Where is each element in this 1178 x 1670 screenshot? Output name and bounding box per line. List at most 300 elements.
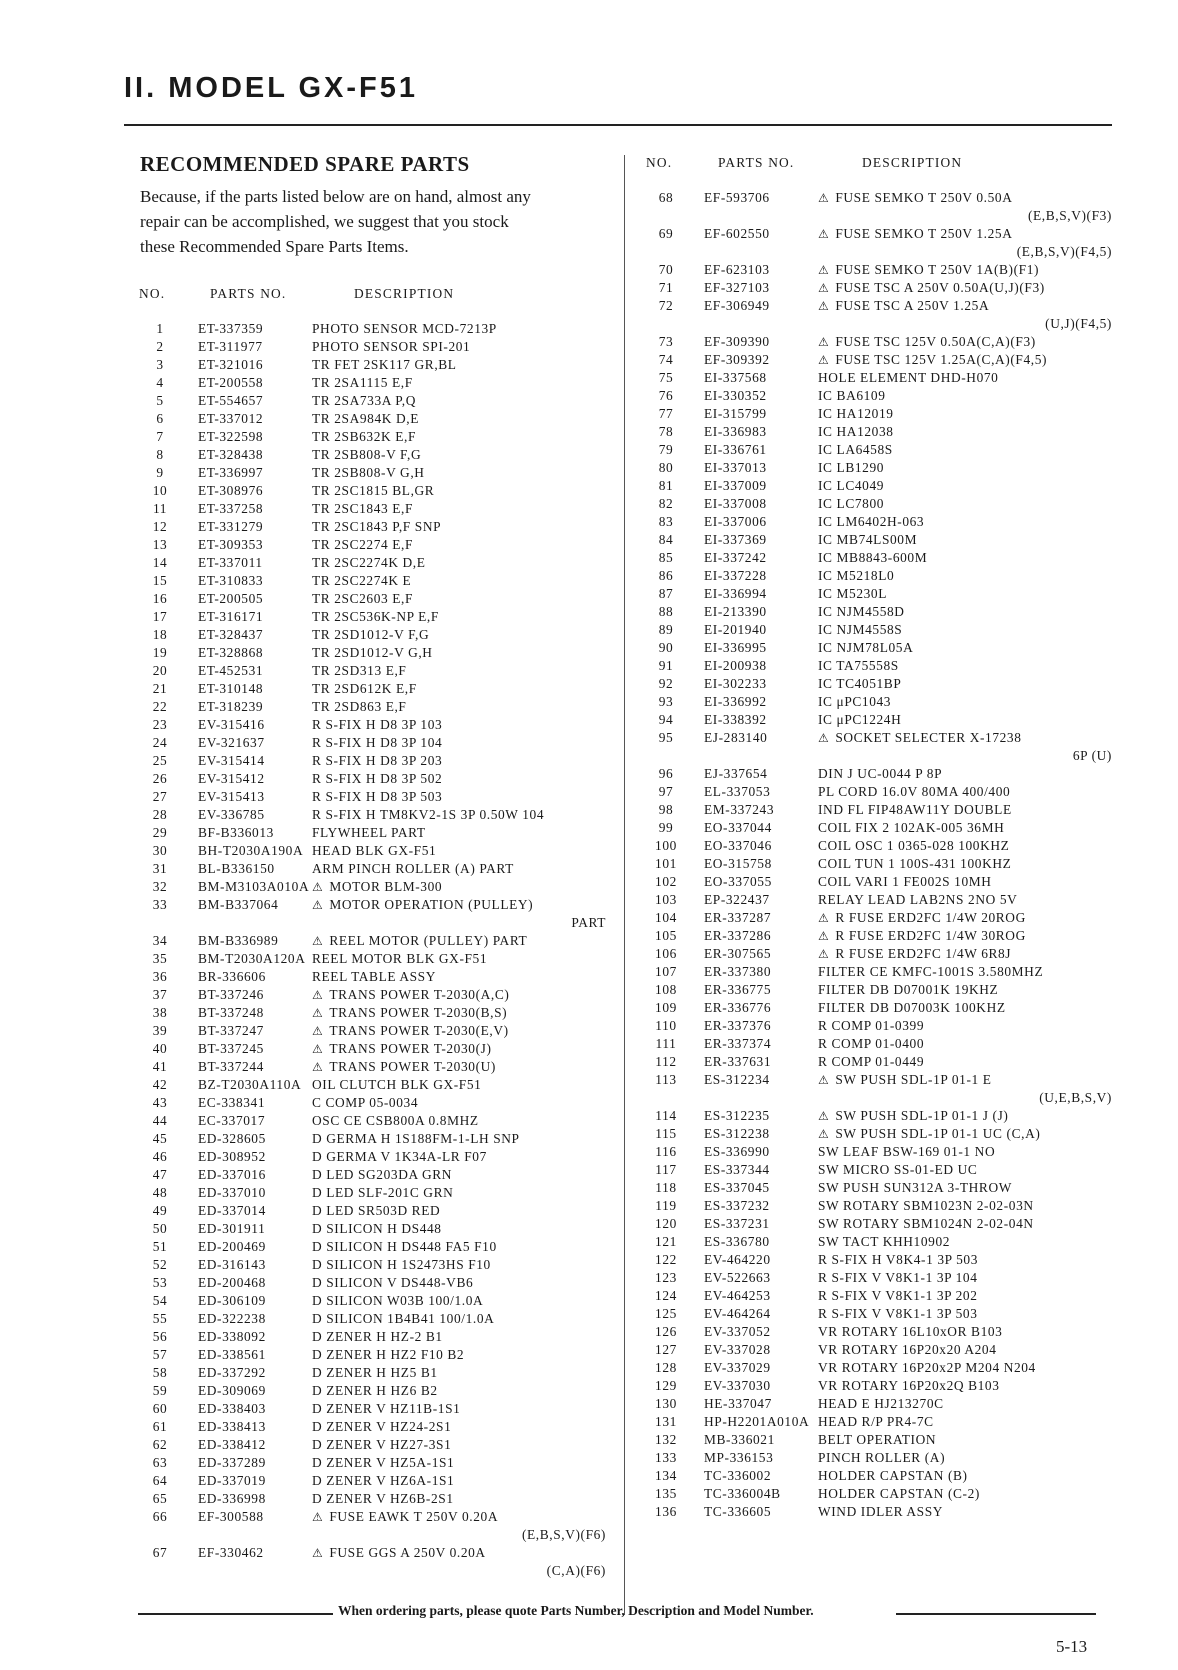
part-number-index: 11: [152, 501, 168, 516]
part-description: [818, 621, 902, 639]
part-description-text: D SILICON V DS448-VB6: [312, 1275, 474, 1290]
part-description-text: TRANS POWER T-2030(E,V): [329, 1023, 509, 1038]
part-row: [652, 1143, 1112, 1161]
part-code: ES-312238: [704, 1126, 770, 1141]
warning-triangle-icon: ⚠: [312, 1060, 324, 1074]
part-description-text: TR 2SC1815 BL,GR: [312, 483, 435, 498]
part-number-index: 3: [156, 357, 164, 372]
part-description-text: SW TACT KHH10902: [818, 1234, 951, 1249]
part-description-text: TR 2SD1012-V F,G: [312, 627, 430, 642]
part-description-text: D ZENER V HZ6B-2S1: [312, 1491, 454, 1506]
part-code: EI-200938: [704, 658, 767, 673]
part-row: [146, 932, 606, 950]
part-description: [312, 1076, 481, 1094]
part-row: [146, 1544, 606, 1580]
part-code: ED-200469: [198, 1239, 266, 1254]
part-row: [146, 896, 606, 932]
part-row: [146, 1490, 606, 1508]
part-number-index: 122: [655, 1252, 677, 1267]
part-description: [312, 1292, 483, 1310]
part-row: [652, 585, 1112, 603]
part-number-index: 106: [655, 946, 677, 961]
part-code: EV-315413: [198, 789, 265, 804]
part-row: [652, 1287, 1112, 1305]
part-row: [652, 405, 1112, 423]
part-code: MB-336021: [704, 1432, 775, 1447]
part-code: BM-B336989: [198, 933, 279, 948]
part-description: [312, 536, 413, 554]
part-description-text: SOCKET SELECTER X-17238: [835, 730, 1022, 745]
part-description: [818, 1251, 978, 1269]
part-code: TC-336002: [704, 1468, 772, 1483]
part-row: [652, 495, 1112, 513]
part-row: [146, 950, 606, 968]
part-number-index: 58: [152, 1365, 168, 1380]
part-row: [652, 1215, 1112, 1233]
part-row: [146, 734, 606, 752]
part-number-index: 48: [152, 1185, 168, 1200]
part-row: [652, 711, 1112, 729]
part-description-text: IND FL FIP48AW11Y DOUBLE: [818, 802, 1012, 817]
part-row: [652, 423, 1112, 441]
part-description-text: R S-FIX V V8K1-1 3P 503: [818, 1306, 978, 1321]
warning-triangle-icon: ⚠: [818, 947, 830, 961]
part-description: [312, 950, 487, 968]
warning-triangle-icon: ⚠: [818, 353, 830, 367]
part-description-text: TR 2SB632K E,F: [312, 429, 417, 444]
part-row: [146, 1058, 606, 1076]
part-number-index: 64: [152, 1473, 168, 1488]
part-row: [652, 1341, 1112, 1359]
part-code: ET-337011: [198, 555, 263, 570]
part-code: BT-337246: [198, 987, 264, 1002]
part-description-text: TR 2SC536K-NP E,F: [312, 609, 439, 624]
part-row: [146, 446, 606, 464]
part-code: EI-337013: [704, 460, 767, 475]
part-description-text: TR 2SB808-V G,H: [312, 465, 425, 480]
part-row: [652, 333, 1112, 351]
part-number-index: 12: [152, 519, 168, 534]
part-row: [146, 428, 606, 446]
part-code: ED-306109: [198, 1293, 266, 1308]
part-description-text: PHOTO SENSOR SPI-201: [312, 339, 471, 354]
left-header-parts-no: PARTS NO.: [210, 286, 287, 301]
part-description-text: COIL OSC 1 0365-028 100KHZ: [818, 838, 1010, 853]
part-description-text: COIL FIX 2 102AK-005 36MH: [818, 820, 1005, 835]
part-number-index: 20: [152, 663, 168, 678]
part-description-text: D LED SR503D RED: [312, 1203, 441, 1218]
part-code: EL-337053: [704, 784, 771, 799]
part-number-index: 36: [152, 969, 168, 984]
part-description-text: SW ROTARY SBM1024N 2-02-04N: [818, 1216, 1034, 1231]
part-description-text: HEAD R/P PR4-7C: [818, 1414, 934, 1429]
part-description-text: C COMP 05-0034: [312, 1095, 419, 1110]
part-code: EV-337030: [704, 1378, 771, 1393]
part-code: ED-336998: [198, 1491, 266, 1506]
warning-triangle-icon: ⚠: [818, 299, 830, 313]
part-number-index: 47: [152, 1167, 168, 1182]
part-description: [312, 410, 419, 428]
part-description: [312, 1166, 452, 1184]
part-row: [652, 549, 1112, 567]
part-number-index: 10: [152, 483, 168, 498]
part-row: [652, 855, 1112, 873]
part-number-index: 13: [152, 537, 168, 552]
part-description-text: D GERMA V 1K34A-LR F07: [312, 1149, 487, 1164]
part-description-text: R FUSE ERD2FC 1/4W 20ROG: [835, 910, 1026, 925]
part-description: [312, 1184, 453, 1202]
part-code: ER-337376: [704, 1018, 772, 1033]
part-number-index: 100: [655, 838, 677, 853]
part-code: ER-307565: [704, 946, 772, 961]
part-description-text: R S-FIX H D8 3P 502: [312, 771, 443, 786]
intro-line: these Recommended Spare Parts Items.: [140, 237, 409, 256]
part-code: EI-338392: [704, 712, 767, 727]
part-description-text: TR 2SC1843 P,F SNP: [312, 519, 442, 534]
part-row: [146, 1166, 606, 1184]
part-row: [652, 279, 1112, 297]
part-description-text: REEL MOTOR (PULLEY) PART: [329, 933, 528, 948]
part-description: [818, 585, 887, 603]
part-number-index: 78: [658, 424, 674, 439]
part-code: EF-623103: [704, 262, 770, 277]
part-number-index: 52: [152, 1257, 168, 1272]
part-description: [312, 824, 426, 842]
warning-triangle-icon: ⚠: [818, 227, 830, 241]
part-code: ER-337286: [704, 928, 772, 943]
part-code: EF-306949: [704, 298, 770, 313]
part-description: [312, 1274, 473, 1292]
part-description: [312, 1490, 454, 1508]
part-code: EI-337009: [704, 478, 767, 493]
column-divider: [624, 155, 625, 1615]
part-description-text: D ZENER V HZ24-2S1: [312, 1419, 452, 1434]
part-description-text: FILTER CE KMFC-1001S 3.580MHZ: [818, 964, 1044, 979]
part-row: [652, 441, 1112, 459]
part-number-index: 120: [655, 1216, 677, 1231]
part-number-index: 107: [655, 964, 677, 979]
warning-triangle-icon: ⚠: [818, 1109, 830, 1123]
part-code: EV-337052: [704, 1324, 771, 1339]
part-description-text: TR 2SC2603 E,F: [312, 591, 414, 606]
part-code: EJ-337654: [704, 766, 768, 781]
part-description-text: TRANS POWER T-2030(A,C): [329, 987, 510, 1002]
part-number-index: 25: [152, 753, 168, 768]
part-row: [652, 657, 1112, 675]
part-number-index: 103: [655, 892, 677, 907]
part-description-text: TR FET 2SK117 GR,BL: [312, 357, 457, 372]
part-code: ER-336776: [704, 1000, 772, 1015]
part-number-index: 45: [152, 1131, 168, 1146]
part-description: [312, 734, 442, 752]
part-description-continuation: (E,B,S,V)(F4,5): [1016, 244, 1112, 259]
part-description-text: R COMP 01-0449: [818, 1054, 925, 1069]
part-row: [146, 1400, 606, 1418]
part-description-text: IC HA12019: [818, 406, 894, 421]
part-description-text: WIND IDLER ASSY: [818, 1504, 944, 1519]
left-header-description: DESCRIPTION: [354, 286, 455, 301]
intro-line: Because, if the parts listed below are on hand, almost any: [140, 187, 531, 206]
part-description-text: IC M5218L0: [818, 568, 895, 583]
part-description-text: D LED SLF-201C GRN: [312, 1185, 454, 1200]
part-description-text: D ZENER V HZ6A-1S1: [312, 1473, 455, 1488]
part-code: EM-337243: [704, 802, 775, 817]
part-description: [818, 1305, 978, 1323]
part-code: EI-336992: [704, 694, 767, 709]
part-description-text: HOLDER CAPSTAN (C-2): [818, 1486, 980, 1501]
part-description-text: COIL VARI 1 FE002S 10MH: [818, 874, 992, 889]
part-description-text: HOLE ELEMENT DHD-H070: [818, 370, 999, 385]
part-code: EF-309390: [704, 334, 770, 349]
part-number-index: 97: [658, 784, 674, 799]
part-description-text: SW ROTARY SBM1023N 2-02-03N: [818, 1198, 1034, 1213]
part-row: [146, 1274, 606, 1292]
part-number-index: 115: [655, 1126, 677, 1141]
part-description: [312, 482, 434, 500]
part-number-index: 91: [658, 658, 674, 673]
part-number-index: 104: [655, 910, 677, 925]
part-description: [818, 801, 1012, 819]
part-description-text: TR 2SD863 E,F: [312, 699, 407, 714]
part-number-index: 117: [655, 1162, 677, 1177]
part-row: [146, 338, 606, 356]
part-code: ES-312234: [704, 1072, 770, 1087]
part-description: [312, 572, 411, 590]
part-description-text: TR 2SD612K E,F: [312, 681, 417, 696]
part-description: [312, 1256, 491, 1274]
part-description-text: D ZENER V HZ27-3S1: [312, 1437, 452, 1452]
part-code: BT-337244: [198, 1059, 264, 1074]
part-code: EI-330352: [704, 388, 767, 403]
part-code: ET-200505: [198, 591, 264, 606]
part-code: EI-336983: [704, 424, 767, 439]
part-number-index: 109: [655, 1000, 677, 1015]
part-description: [312, 1022, 509, 1040]
part-code: ED-338412: [198, 1437, 266, 1452]
part-description: [312, 896, 533, 914]
part-code: ED-322238: [198, 1311, 266, 1326]
part-description: [312, 1058, 496, 1076]
part-description: [312, 1400, 460, 1418]
part-row: [652, 1125, 1112, 1143]
part-row: [146, 1436, 606, 1454]
part-number-index: 125: [655, 1306, 677, 1321]
warning-triangle-icon: ⚠: [818, 335, 830, 349]
part-row: [146, 1382, 606, 1400]
part-description: [818, 1323, 1002, 1341]
part-code: ES-337344: [704, 1162, 770, 1177]
part-row: [146, 878, 606, 896]
part-row: [146, 1238, 606, 1256]
part-description: [818, 1143, 995, 1161]
part-number-index: 119: [655, 1198, 677, 1213]
part-row: [652, 945, 1112, 963]
part-description: [818, 531, 917, 549]
part-description: [312, 1544, 486, 1562]
part-number-index: 88: [658, 604, 674, 619]
warning-triangle-icon: ⚠: [312, 1042, 324, 1056]
warning-triangle-icon: ⚠: [818, 281, 830, 295]
part-description-text: FUSE SEMKO T 250V 1A(B)(F1): [835, 262, 1040, 277]
part-number-index: 55: [152, 1311, 168, 1326]
part-row: [652, 1395, 1112, 1413]
part-description: [312, 374, 413, 392]
part-number-index: 73: [658, 334, 674, 349]
part-number-index: 134: [655, 1468, 677, 1483]
part-description: [818, 1053, 924, 1071]
part-description: [312, 1148, 487, 1166]
part-number-index: 82: [658, 496, 674, 511]
part-row: [652, 963, 1112, 981]
part-code: ED-308952: [198, 1149, 266, 1164]
part-number-index: 71: [658, 280, 674, 295]
part-number-index: 57: [152, 1347, 168, 1362]
part-description-text: R COMP 01-0399: [818, 1018, 925, 1033]
part-description-text: TRANS POWER T-2030(J): [329, 1041, 492, 1056]
part-description: [312, 1202, 440, 1220]
part-description: [818, 549, 927, 567]
part-description: [818, 297, 989, 315]
part-description: [312, 770, 442, 788]
part-description: [818, 711, 901, 729]
part-code: ED-337010: [198, 1185, 266, 1200]
section-heading: RECOMMENDED SPARE PARTS: [140, 152, 470, 176]
warning-triangle-icon: ⚠: [312, 1510, 324, 1524]
part-number-index: 54: [152, 1293, 168, 1308]
part-row: [652, 1269, 1112, 1287]
part-description-text: TRANS POWER T-2030(B,S): [329, 1005, 508, 1020]
part-code: EF-593706: [704, 190, 770, 205]
part-row: [652, 1107, 1112, 1125]
part-description: [312, 1454, 454, 1472]
part-description: [818, 927, 1026, 945]
part-row: [146, 824, 606, 842]
part-description: [818, 963, 1043, 981]
part-number-index: 124: [655, 1288, 677, 1303]
part-code: ET-316171: [198, 609, 264, 624]
part-description-text: FUSE TSC 125V 0.50A(C,A)(F3): [835, 334, 1036, 349]
part-description: [312, 518, 441, 536]
part-description: [312, 590, 413, 608]
part-code: ED-337019: [198, 1473, 266, 1488]
part-description: [312, 932, 527, 950]
part-number-index: 135: [655, 1486, 677, 1501]
part-number-index: 41: [152, 1059, 168, 1074]
part-code: ET-337359: [198, 321, 264, 336]
part-code: EO-337044: [704, 820, 772, 835]
part-row: [146, 986, 606, 1004]
part-number-index: 44: [152, 1113, 168, 1128]
warning-triangle-icon: ⚠: [818, 191, 830, 205]
part-description: [312, 1220, 442, 1238]
part-description: [312, 860, 514, 878]
part-number-index: 5: [156, 393, 164, 408]
part-code: EP-322437: [704, 892, 770, 907]
part-description: [312, 1328, 443, 1346]
part-description: [818, 945, 1011, 963]
part-number-index: 32: [152, 879, 168, 894]
part-description: [818, 693, 891, 711]
part-number-index: 35: [152, 951, 168, 966]
part-number-index: 74: [658, 352, 674, 367]
part-description-text: D ZENER H HZ5 B1: [312, 1365, 438, 1380]
part-description: [818, 909, 1026, 927]
part-number-index: 129: [655, 1378, 677, 1393]
part-description: [818, 1413, 934, 1431]
part-number-index: 90: [658, 640, 674, 655]
right-header-description: DESCRIPTION: [862, 155, 963, 170]
part-number-index: 131: [655, 1414, 677, 1429]
part-description-text: MOTOR BLM-300: [329, 879, 443, 894]
part-description-text: D LED SG203DA GRN: [312, 1167, 453, 1182]
part-description: [312, 356, 457, 374]
part-description: [312, 1418, 451, 1436]
part-description: [312, 392, 416, 410]
part-code: EV-464264: [704, 1306, 771, 1321]
part-description-text: TR 2SB808-V F,G: [312, 447, 422, 462]
part-description: [818, 891, 1017, 909]
part-description: [818, 1107, 1008, 1125]
part-row: [652, 819, 1112, 837]
part-code: ED-337292: [198, 1365, 266, 1380]
part-code: EV-522663: [704, 1270, 771, 1285]
part-description-text: IC MB74LS00M: [818, 532, 918, 547]
warning-triangle-icon: ⚠: [312, 1024, 324, 1038]
part-description: [312, 1310, 494, 1328]
part-row: [146, 392, 606, 410]
part-description-continuation: (E,B,S,V)(F3): [1027, 208, 1112, 223]
part-code: EF-602550: [704, 226, 770, 241]
part-number-index: 43: [152, 1095, 168, 1110]
part-description: [312, 662, 406, 680]
part-row: [652, 387, 1112, 405]
part-code: ET-337012: [198, 411, 264, 426]
part-code: ES-312235: [704, 1108, 770, 1123]
part-row: [146, 698, 606, 716]
part-code: EV-464253: [704, 1288, 771, 1303]
part-number-index: 130: [655, 1396, 677, 1411]
part-description-text: R S-FIX H D8 3P 503: [312, 789, 443, 804]
part-number-index: 16: [152, 591, 168, 606]
warning-triangle-icon: ⚠: [818, 1073, 830, 1087]
intro-line: repair can be accomplished, we suggest that you stock: [140, 212, 509, 231]
part-code: ED-338413: [198, 1419, 266, 1434]
part-code: EI-337568: [704, 370, 767, 385]
part-row: [146, 536, 606, 554]
part-row: [146, 716, 606, 734]
part-number-index: 17: [152, 609, 168, 624]
part-row: [146, 554, 606, 572]
part-code: ER-336775: [704, 982, 772, 997]
part-description-text: FUSE SEMKO T 250V 1.25A: [835, 226, 1013, 241]
part-description: [818, 387, 886, 405]
part-description: [818, 1359, 1036, 1377]
part-description-text: REEL MOTOR BLK GX-F51: [312, 951, 488, 966]
part-description-text: D SILICON H 1S2473HS F10: [312, 1257, 491, 1272]
part-row: [652, 675, 1112, 693]
part-number-index: 62: [152, 1437, 168, 1452]
part-row: [146, 860, 606, 878]
part-number-index: 79: [658, 442, 674, 457]
part-description-text: MOTOR OPERATION (PULLEY): [329, 897, 534, 912]
part-code: ET-309353: [198, 537, 264, 552]
part-code: ED-316143: [198, 1257, 266, 1272]
part-number-index: 76: [658, 388, 674, 403]
part-row: [146, 1076, 606, 1094]
part-code: EO-337046: [704, 838, 772, 853]
part-row: [146, 752, 606, 770]
part-description-text: TR 2SA984K D,E: [312, 411, 419, 426]
